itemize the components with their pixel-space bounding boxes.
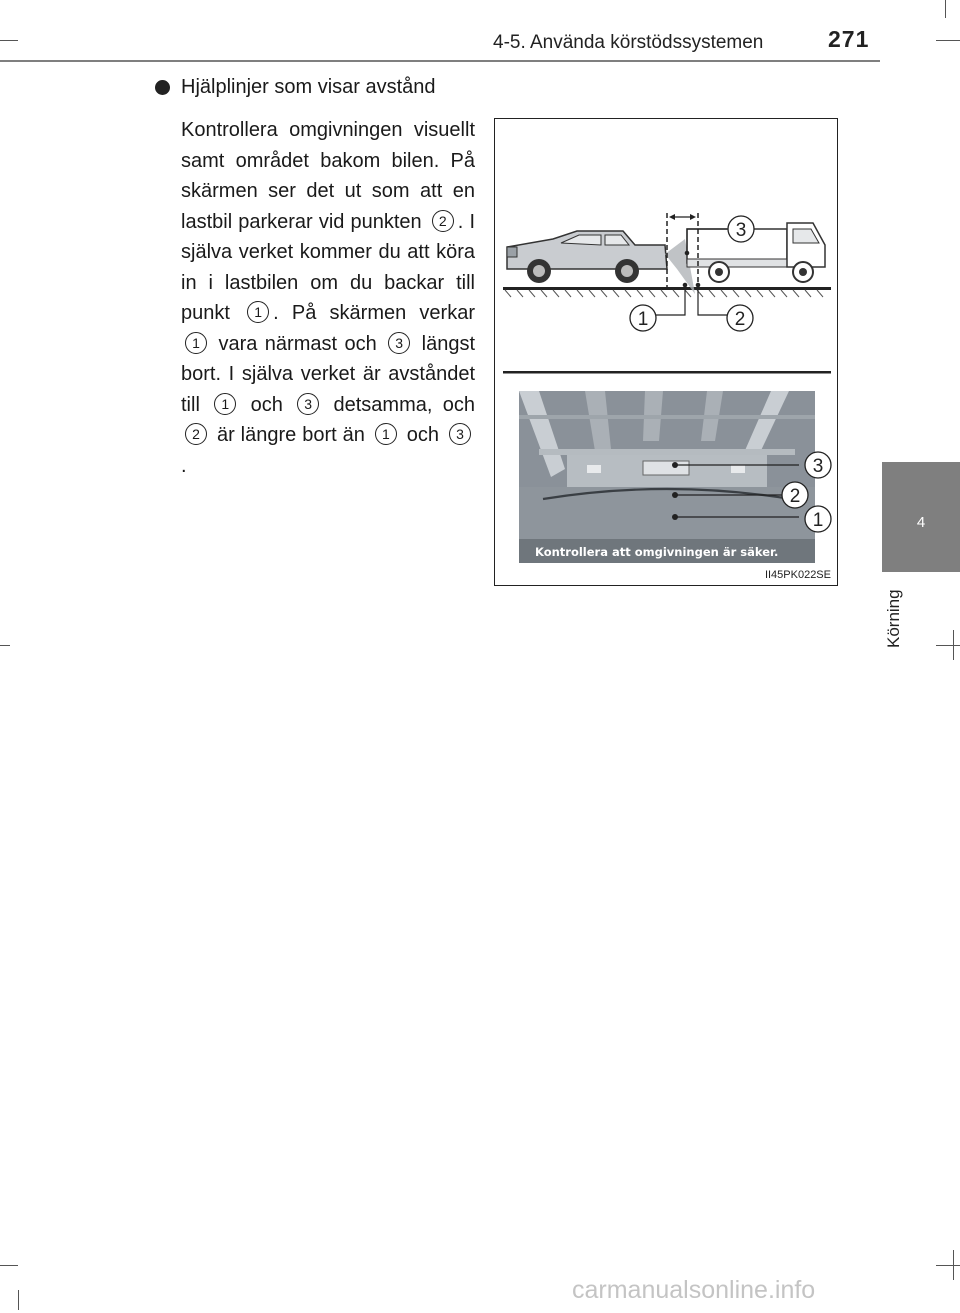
paragraph-text: och	[240, 393, 294, 416]
section-title: 4-5. Använda körstödssystemen	[493, 32, 764, 53]
callout-bottom-3: 3	[812, 456, 824, 477]
side-view-scene	[503, 213, 831, 331]
paragraph-text: är längre bort än	[211, 424, 371, 446]
circled-number: 3	[449, 423, 471, 445]
crop-mark	[936, 1265, 960, 1266]
callout-top-2: 2	[734, 309, 746, 330]
chapter-label: Körning	[884, 589, 903, 648]
ground-line	[503, 287, 831, 290]
figure-code: II45PK022SE	[764, 569, 831, 581]
paragraph-text: . I själva verket kommer du att köra in i lastbilen om du backar till punkt	[181, 210, 476, 324]
circled-number: 1	[247, 301, 269, 323]
crop-mark	[0, 40, 18, 41]
circled-number: 1	[185, 332, 207, 354]
callout-top-1: 1	[637, 309, 649, 330]
chapter-number: 4	[916, 514, 926, 531]
circled-number: 1	[214, 393, 236, 415]
header-divider	[0, 60, 880, 62]
circled-number: 3	[297, 393, 319, 415]
paragraph-text: längst bort. I själva verket är avståndet till	[181, 332, 476, 416]
paragraph-text: Kontrollera omgivningen visuellt samt området bakom bilen. På skärmen ser det ut som att en lastbil parkerar vid punkten	[181, 119, 475, 233]
paragraph-text: . På skärmen verkar	[273, 302, 475, 324]
illustration-svg	[495, 119, 839, 587]
illustration-figure	[494, 118, 838, 586]
crop-mark	[936, 645, 960, 646]
page-number: 271	[828, 26, 870, 52]
chapter-label-container	[884, 578, 906, 648]
figure-separator	[503, 371, 831, 374]
circled-number: 2	[432, 210, 454, 232]
paragraph-text: .	[181, 454, 187, 477]
callout-top-3: 3	[735, 220, 747, 241]
crop-mark	[0, 645, 10, 646]
callout-bottom-1: 1	[812, 510, 824, 531]
body-paragraph	[181, 115, 475, 481]
paragraph-text: och	[400, 424, 446, 446]
crop-mark	[945, 0, 946, 18]
circled-number: 2	[185, 423, 207, 445]
crop-mark	[936, 40, 960, 41]
circled-number: 3	[388, 332, 410, 354]
camera-screen	[519, 391, 815, 563]
bullet-heading: Hjälplinjer som visar avstånd	[181, 76, 436, 98]
crop-mark	[0, 1265, 18, 1266]
paragraph-text: detsamma, och	[323, 393, 475, 416]
ground-hatch	[505, 290, 823, 297]
truck-icon	[687, 223, 825, 282]
callout-bottom-2: 2	[789, 486, 801, 507]
pickup-truck-icon	[507, 231, 667, 283]
bullet-icon	[155, 80, 170, 95]
screen-message: Kontrollera att omgivningen är säker.	[535, 545, 779, 559]
crop-mark	[18, 1290, 19, 1310]
chapter-tab	[882, 462, 960, 572]
watermark: carmanualsonline.info	[572, 1276, 816, 1304]
circled-number: 1	[375, 423, 397, 445]
paragraph-text: vara närmast och	[211, 332, 385, 355]
bullet-heading-row	[155, 76, 436, 99]
